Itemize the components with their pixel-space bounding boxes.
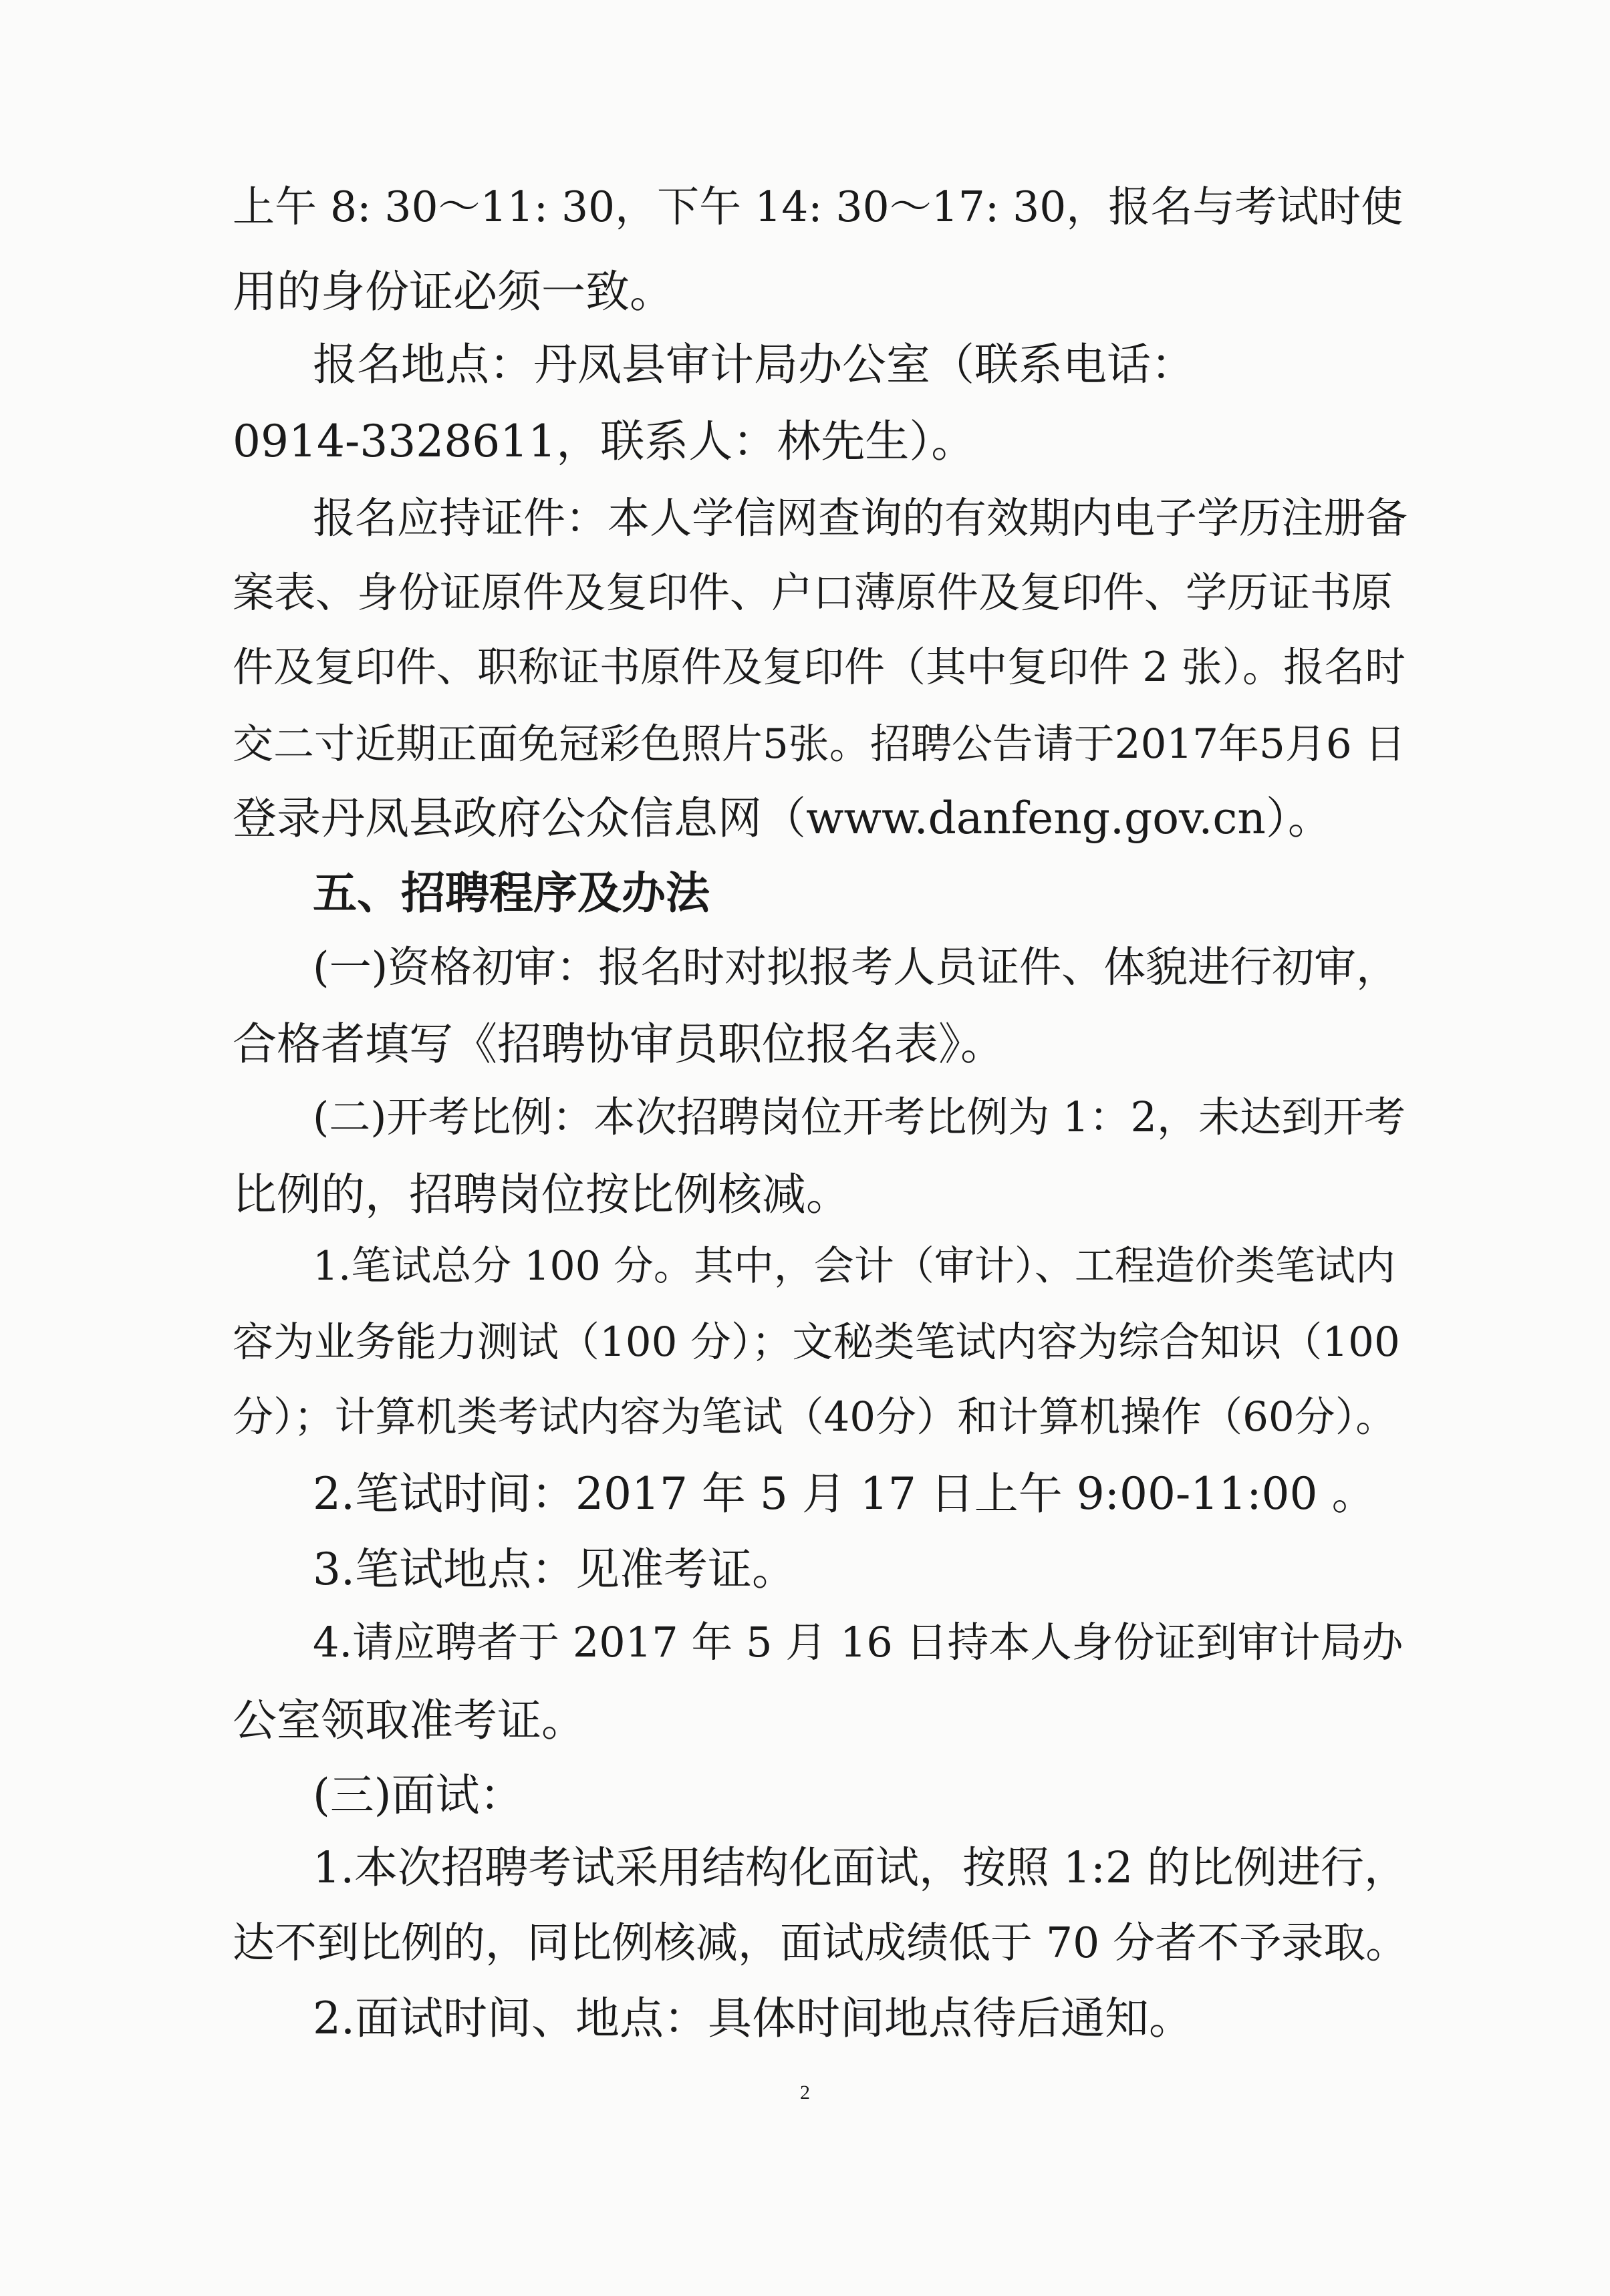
body-line-21: 公室领取准考证。 <box>233 1695 585 1746</box>
body-line-20: 4.请应聘者于 2017 年 5 月 16 日持本人身份证到审计局办 <box>313 1618 1403 1667</box>
body-line-16: 容为业务能力测试（100 分）；文秘类笔试内容为综合知识（100 <box>233 1318 1400 1366</box>
body-line-18: 2.笔试时间：2017 年 5 月 17 日上午 9:00-11:00 。 <box>313 1468 1376 1520</box>
body-line-24: 达不到比例的，同比例核减，面试成绩低于 70 分者不予录取。 <box>233 1918 1408 1967</box>
body-line-7: 件及复印件、职称证书原件及复印件（其中复印件 2 张）。报名时 <box>233 643 1406 691</box>
body-line-15: 1.笔试总分 100 分。其中，会计（审计）、工程造价类笔试内 <box>313 1243 1395 1290</box>
body-line-19: 3.笔试地点：见准考证。 <box>313 1544 796 1595</box>
body-line-2: 用的身份证必须一致。 <box>233 266 674 317</box>
body-line-11: (一)资格初审：报名时对拟报考人员证件、体貌进行初审， <box>313 943 1399 992</box>
body-line-23: 1.本次招聘考试采用结构化面试，按照 1:2 的比例进行， <box>313 1843 1407 1893</box>
body-line-12: 合格者填写《招聘协审员职位报名表》。 <box>233 1018 1004 1070</box>
body-line-14: 比例的，招聘岗位按比例核减。 <box>233 1169 850 1220</box>
body-line-9: 登录丹凤县政府公众信息网（www.danfeng.gov.cn）。 <box>233 793 1332 844</box>
body-line-17: 分）；计算机类考试内容为笔试（40分）和计算机操作（60分）。 <box>233 1393 1397 1441</box>
body-line-1: 上午 8: 30～11: 30，下午 14: 30～17: 30，报名与考试时使 <box>233 182 1403 231</box>
body-line-6: 案表、身份证原件及复印件、户口薄原件及复印件、学历证书原 <box>233 568 1393 617</box>
body-line-13: (二)开考比例：本次招聘岗位开考比例为 1：2，未达到开考 <box>313 1093 1405 1141</box>
body-line-22: (三)面试： <box>313 1769 524 1821</box>
body-line-5: 报名应持证件：本人学信网查询的有效期内电子学历注册备 <box>313 494 1407 543</box>
page-number: 2 <box>800 2082 810 2104</box>
body-line-25: 2.面试时间、地点：具体时间地点待后通知。 <box>313 1993 1193 2044</box>
body-line-3: 报名地点：丹凤县审计局办公室（联系电话： <box>313 339 1195 390</box>
body-line-4: 0914-3328611，联系人：林先生）。 <box>233 416 976 467</box>
body-line-8: 交二寸近期正面免冠彩色照片5张。招聘公告请于2017年5月6 日 <box>233 720 1406 768</box>
section-heading: 五、招聘程序及办法 <box>313 867 710 919</box>
